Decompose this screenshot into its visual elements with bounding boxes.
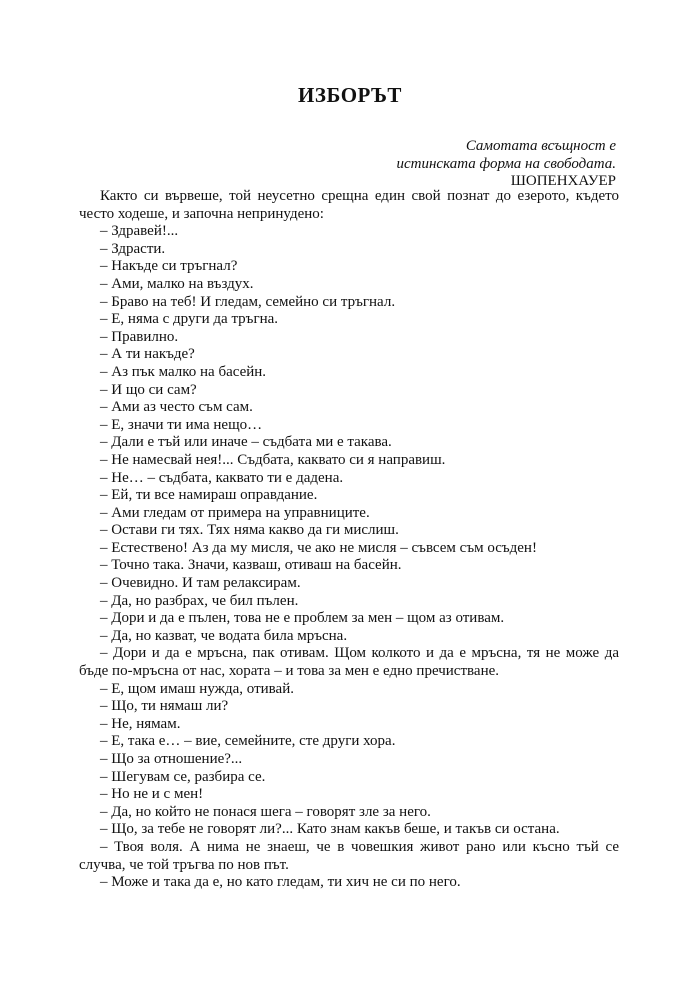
dialogue-line: – Що за отношение?... [100,751,243,767]
dialogue-line: – Естествено! Аз да му мисля, че ако не мисля – съвсем съм осъден! [100,539,537,556]
epigraph-line: истинската форма на свободата. [396,155,616,172]
dialogue-line: – Но не и с мен! [100,786,204,803]
dialogue-line: – Е, няма с други да тръгна. [100,311,279,328]
dialogue-line: – Може и така да е, но като гледам, ти хич не си по него. [100,874,461,891]
narrative-paragraph: Както си вървеше, той неусетно срещна един свой познат до езерото, където често ходеше, и започна непринудено: [79,188,619,222]
dialogue-line: – Е, така е… – вие, семейните, сте други хора. [100,733,396,750]
dialogue-line: – И що си сам? [100,381,197,398]
epigraph-line: Самотата всъщност е [465,138,616,154]
dialogue-line: – Да, но казват, че водата била мръсна. [100,627,348,644]
dialogue-line: – Твоя воля. А нима не знаеш, че в човешкия живот рано или късно тъй се случва, че той тръгва по нов път. [79,838,619,873]
dialogue-line: – Накъде си тръгнал? [100,258,238,275]
dialogue-line: – Не, нямам. [100,715,181,732]
dialogue-line: – Здравей!... [100,223,179,240]
dialogue-line: – Ами гледам от примера на управниците. [100,504,370,521]
dialogue-line: – Не намесвай нея!... Съдбата, каквато си я направиш. [100,451,446,468]
dialogue-line: – Е, щом имаш нужда, отивай. [100,680,294,697]
dialogue-line: – Що, ти нямаш ли? [100,698,229,715]
dialogue-line: – Не… – съдбата, каквато ти е дадена. [100,469,344,486]
dialogue-line: – Ей, ти все намираш оправдание. [100,487,318,504]
dialogue-line: – Да, но който не понася шега – говорят зле за него. [100,803,431,820]
dialogue-line: – Дали е тъй или иначе – съдбата ми е такава. [100,434,392,451]
dialogue-line: – Дори и да е пълен, това не е проблем за мен – щом аз отивам. [100,610,505,627]
chapter-title: ИЗБОРЪТ [298,83,402,107]
dialogue-line: – Шегувам се, разбира се. [100,768,266,785]
body-text [79,188,619,892]
epigraph [397,138,617,191]
dialogue-line: – Очевидно. И там релаксирам. [100,575,301,592]
dialogue-line: – Браво на теб! И гледам, семейно си тръгнал. [100,293,396,310]
dialogue-line: – Е, значи ти има нещо… [100,416,263,433]
dialogue-line: – Що, за тебе не говорят ли?... Като знам какъв беше, и такъв си остана. [100,821,560,838]
dialogue-line: – Остави ги тях. Тях няма какво да ги мислиш. [100,522,399,539]
dialogue-line: – Точно така. Значи, казваш, отиваш на басейн. [100,557,402,574]
dialogue-line: – Здрасти. [100,240,166,257]
dialogue-line: – Аз пък малко на басейн. [100,363,267,380]
dialogue-line: – Ами аз често съм сам. [100,399,253,416]
dialogue-line: – А ти накъде? [100,346,195,363]
dialogue-line: – Правилно. [100,328,179,345]
dialogue-line: – Да, но разбрах, че бил пълен. [100,592,299,609]
epigraph-author: ШОПЕНХАУЕР [510,173,616,190]
dialogue-line: – Ами, малко на въздух. [100,275,254,292]
dialogue-line: – Дори и да е мръсна, пак отивам. Щом колкото и да е мръсна, тя не може да бъде по-мръсна от нас, хората – и това за мен е едно пречистване. [79,645,619,680]
